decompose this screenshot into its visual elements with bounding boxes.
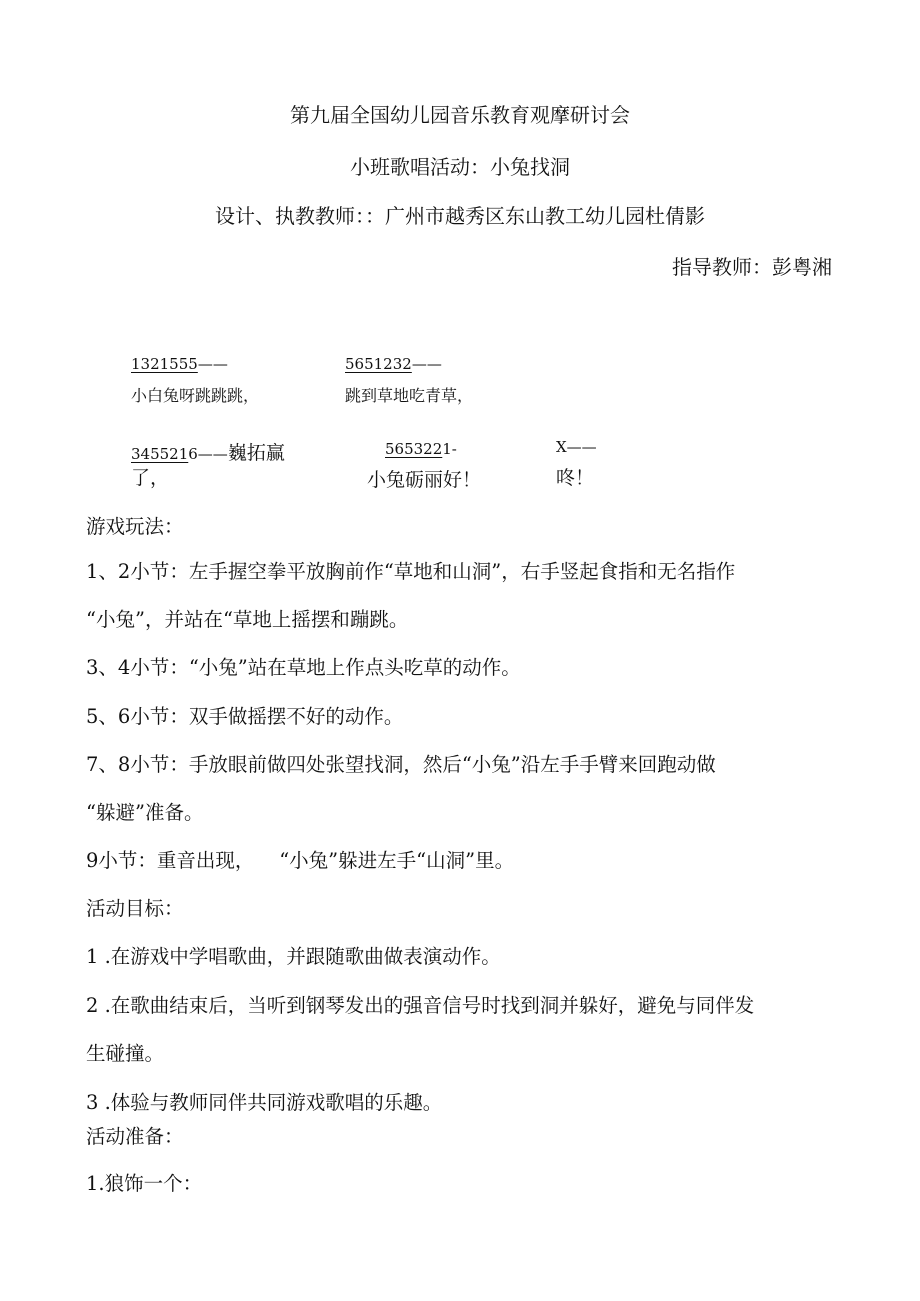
notes-rest: 6—— xyxy=(188,445,228,463)
score-notes-2 xyxy=(345,355,442,373)
goal-line: 1 .在游戏中学唱歌曲，并跟随歌曲做表演动作。 xyxy=(86,945,501,968)
score-lyric-5: 咚！ xyxy=(556,467,595,489)
gameplay-line: 9小节：重音出现， “小兔”躲进左手“山洞”里。 xyxy=(86,849,515,872)
gameplay-heading: 游戏玩法： xyxy=(86,515,184,538)
notes-rest: —— xyxy=(411,355,442,373)
score-notes-4 xyxy=(385,440,457,458)
designer-line: 设计、执教教师：：广州市越秀区东山教工幼儿园杜倩影 xyxy=(215,204,705,228)
gameplay-line: “躲避”准备。 xyxy=(86,801,204,824)
goal-line: 生碰撞。 xyxy=(86,1042,165,1065)
notes-underlined: 5651232 xyxy=(345,355,412,373)
score-notes-5 xyxy=(556,438,597,456)
goal-line: 2 .在歌曲结束后，当听到钢琴发出的强音信号时找到洞并躲好，避免与同伴发 xyxy=(86,994,755,1017)
score-lyric-3: 了， xyxy=(131,467,170,489)
notes-rest: X—— xyxy=(556,438,597,456)
score-lyric-4: 小兔砺丽好！ xyxy=(367,469,482,491)
score-notes-3 xyxy=(131,438,285,465)
prep-line: 1.狼饰一个： xyxy=(86,1172,203,1195)
goals-heading: 活动目标： xyxy=(86,897,184,920)
notes-rest: 1- xyxy=(442,440,457,458)
gameplay-line: “小兔”，并站在“草地上摇摆和蹦跳。 xyxy=(86,608,409,631)
advisor-line: 指导教师：彭粤湘 xyxy=(672,255,832,279)
inline-lyric: 巍拓赢 xyxy=(227,442,285,464)
prep-heading: 活动准备： xyxy=(86,1125,184,1148)
gameplay-line: 7、8小节：手放眼前做四处张望找洞，然后“小兔”沿左手手臂来回跑动做 xyxy=(86,753,716,776)
score-lyric-1: 小白兔呀跳跳跳， xyxy=(131,386,260,405)
notes-rest: —— xyxy=(197,355,228,373)
notes-underlined: 1321555 xyxy=(131,355,198,373)
notes-underlined: 565322 xyxy=(385,440,443,458)
score-lyric-2: 跳到草地吃青草， xyxy=(345,386,474,405)
page-title: 第九届全国幼儿园音乐教育观摩研讨会 xyxy=(290,103,630,127)
gameplay-line: 5、6小节：双手做摇摆不好的动作。 xyxy=(86,705,404,728)
score-notes-1 xyxy=(131,355,228,373)
notes-underlined: 345521 xyxy=(131,445,189,463)
goal-line: 3 .体验与教师同伴共同游戏歌唱的乐趣。 xyxy=(86,1091,443,1114)
gameplay-line: 3、4小节：“小兔”站在草地上作点头吃草的动作。 xyxy=(86,656,521,679)
activity-subtitle: 小班歌唱活动：小兔找洞 xyxy=(350,155,570,179)
gameplay-line: 1、2小节：左手握空拳平放胸前作“草地和山洞”，右手竖起食指和无名指作 xyxy=(86,560,736,583)
